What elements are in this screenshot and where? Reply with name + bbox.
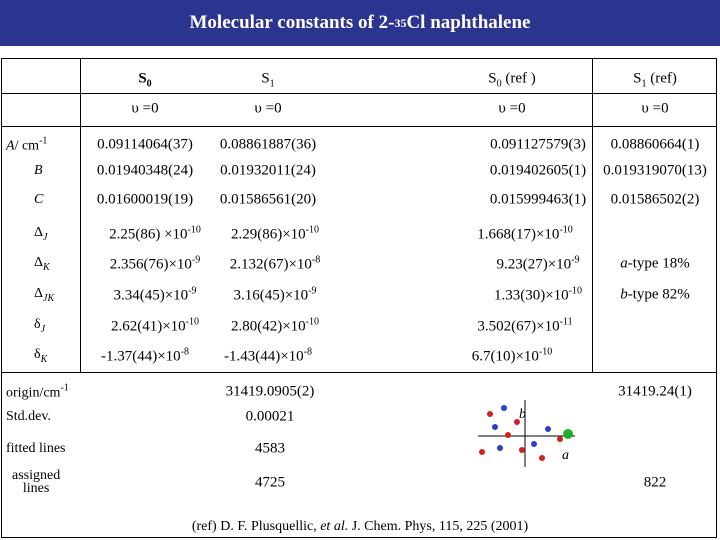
atom-marker [479, 449, 485, 455]
value-c-s0: 0.01600019(19) [96, 191, 194, 208]
value-delta-k-s1: $2.132(67)\times 10^{-8}$ [229, 254, 321, 273]
value-small-delta-k-s1: $-1.43(44)\times 10^{-8}$ [223, 346, 313, 365]
reference-citation: (ref) D. F. Plusquellic, et al. J. Chem. Phys, 115, 225 (2001) [191, 519, 529, 534]
column-header-s1: $S_1$ [261, 70, 275, 90]
title-prefix: Molecular constants of 2- [189, 12, 395, 33]
b-axis-label: b [519, 407, 526, 422]
grid-line [1, 93, 717, 94]
value-b-s1-ref: 0.019319070(13) [603, 162, 707, 179]
row-label-delta-j: $\Delta_J$ [34, 225, 48, 243]
value-delta-jk-s1: $3.16(45)\times 10^{-9}$ [233, 285, 317, 304]
value-a-s1: 0.08861887(36) [219, 136, 317, 153]
title-isotope: 35 [394, 15, 407, 30]
atom-marker [531, 441, 537, 447]
atom-marker [501, 405, 507, 411]
origin-ref-value: 31419.24(1) [618, 383, 692, 400]
row-label-std-dev: Std.dev. [6, 409, 51, 424]
assigned-lines-value: 4725 [255, 474, 285, 491]
grid-line [1, 126, 717, 127]
grid-line [80, 58, 81, 372]
value-delta-j-s1: $2.29(86)\times 10^{-10}$ [230, 224, 320, 243]
row-label-small-delta-j: $\delta_J$ [34, 317, 46, 335]
value-b-s1: 0.01932011(24) [220, 162, 316, 179]
value-small-delta-j-s0: $2.62(41)\times 10^{-10}$ [110, 316, 200, 335]
atom-marker [492, 424, 498, 430]
vib-state: υ =0 [254, 100, 282, 117]
row-label-delta-jk: $\Delta_{JK}$ [34, 286, 55, 304]
value-delta-jk-s0-ref: $1.33(30)\times 10^{-10}$ [493, 285, 583, 304]
atom-marker [545, 426, 551, 432]
value-small-delta-j-s1: $2.80(42)\times 10^{-10}$ [230, 316, 320, 335]
atom-marker [487, 411, 493, 417]
value-delta-jk-s0: $3.34(45)\times 10^{-9}$ [113, 285, 197, 304]
column-header-s0: $S_0$ [138, 70, 152, 90]
row-label-c: C [34, 192, 44, 207]
value-delta-k-s0-ref: $9.23(27)\times 10^{-9}$ [496, 254, 580, 273]
column-header-s1-ref: $S_1$ (ref) [633, 70, 677, 90]
assigned-lines-ref-value: 822 [643, 474, 667, 491]
value-b-s0: 0.01940348(24) [96, 162, 194, 179]
vib-state: υ =0 [131, 100, 159, 117]
value-delta-j-s0-ref: $1.668(17)\times 10^{-10}$ [477, 224, 573, 243]
atom-marker [557, 436, 563, 442]
value-c-s1: 0.01586561(20) [219, 191, 317, 208]
row-label-origin: origin/$cm^{-1}$ [6, 382, 69, 401]
row-label-assigned-lines: assigned lines [12, 468, 61, 496]
title-bar [0, 0, 720, 46]
value-c-s0-ref: 0.015999463(1) [489, 191, 587, 208]
row-label-a: A/ $cm^{-1}$ [6, 135, 48, 154]
atom-marker [519, 447, 525, 453]
grid-line [592, 58, 593, 372]
value-a-s1-ref: 0.08860664(1) [610, 136, 700, 153]
b-type-fraction: b-type 82% [620, 286, 690, 303]
molecular-axes-diagram [470, 392, 590, 472]
atom-marker [497, 445, 503, 451]
row-label-b: B [34, 163, 43, 178]
atom-marker [505, 432, 511, 438]
value-small-delta-k-s0: $-1.37(44)\times 10^{-8}$ [100, 346, 190, 365]
origin-value: 31419.0905(2) [225, 383, 315, 400]
row-label-small-delta-k: $\delta_K$ [34, 347, 48, 365]
value-c-s1-ref: 0.01586502(2) [610, 191, 700, 208]
title-suffix: Cl naphthalene [406, 12, 531, 33]
a-axis-label: a [562, 448, 569, 463]
fitted-lines-value: 4583 [255, 440, 285, 457]
atom-marker [539, 455, 545, 461]
value-small-delta-j-s0-ref: $3.502(67)\times 10^{-11}$ [477, 316, 573, 335]
chlorine-atom-marker [563, 429, 573, 439]
row-label-delta-k: $\Delta_K$ [34, 255, 50, 273]
column-header-s0-ref: $S_0$ (ref ) [488, 70, 536, 90]
value-a-s0-ref: 0.091127579(3) [490, 136, 586, 153]
a-type-fraction: a-type 18% [620, 255, 690, 272]
value-delta-k-s0: $2.356(76)\times 10^{-9}$ [109, 254, 201, 273]
value-small-delta-k-s0-ref: $6.7(10)\times 10^{-10}$ [471, 346, 553, 365]
value-b-s0-ref: 0.019402605(1) [489, 162, 587, 179]
row-label-fitted-lines: fitted lines [6, 441, 66, 456]
grid-line [1, 372, 717, 373]
value-a-s0: 0.09114064(37) [97, 136, 193, 153]
value-delta-j-s0: $2.25(86) \times 10^{-10}$ [109, 224, 201, 243]
std-dev-value: 0.00021 [245, 408, 295, 425]
vib-state: υ =0 [641, 100, 669, 117]
vib-state: υ =0 [498, 100, 526, 117]
constants-table [1, 58, 717, 538]
